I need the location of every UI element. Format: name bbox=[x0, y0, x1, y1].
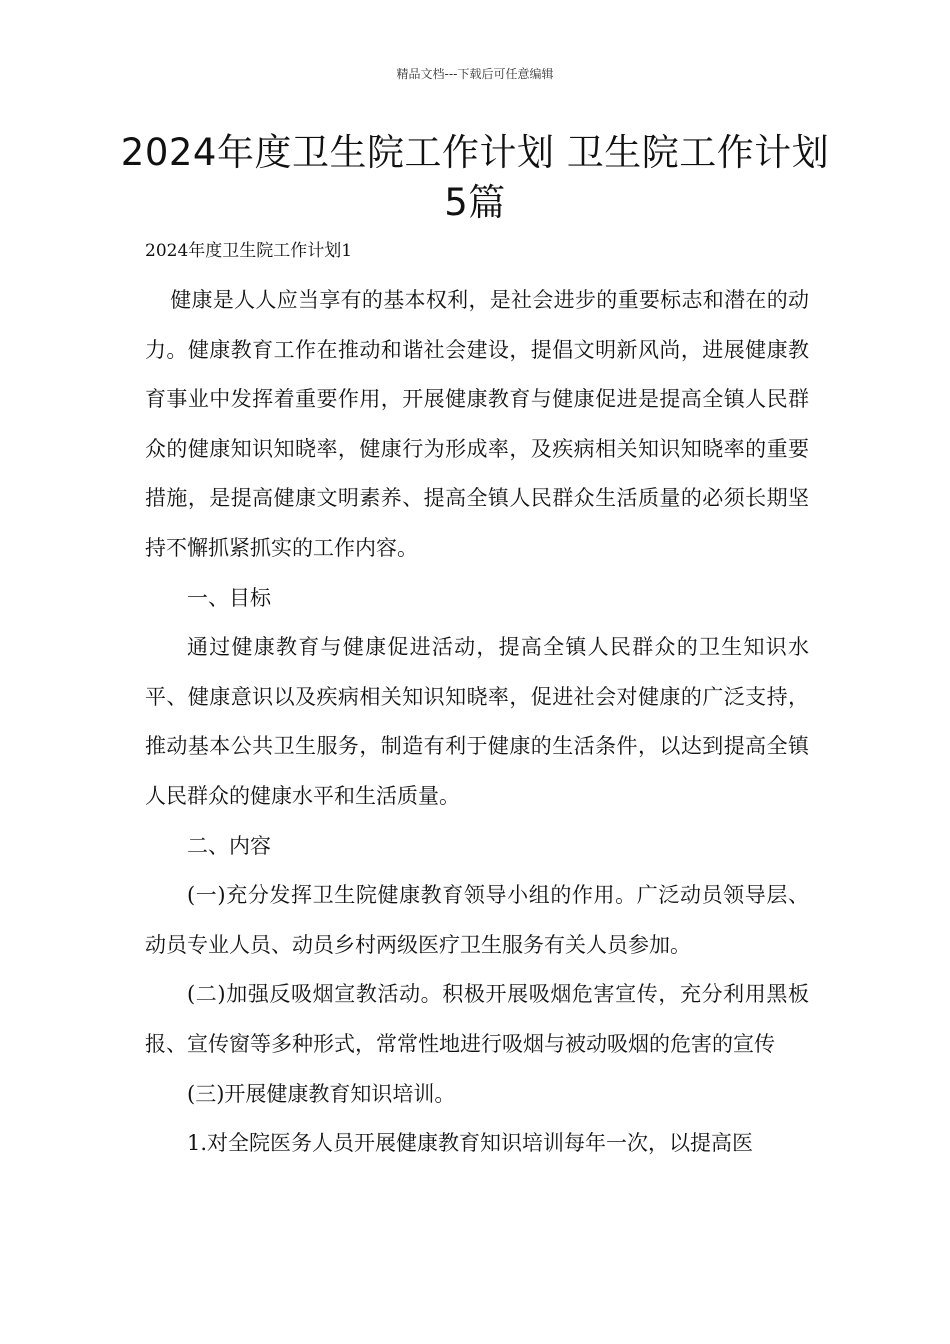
document-subtitle: 2024年度卫生院工作计划1 bbox=[145, 241, 353, 261]
document-body bbox=[145, 276, 809, 1169]
paragraph-goals: 通过健康教育与健康促进活动，提高全镇人民群众的卫生知识水平、健康意识以及疾病相关知识知晓率，促进社会对健康的广泛支持，推动基本公共卫生服务，制造有利于健康的生活条件，以达到提高全镇人民群众的健康水平和生活质量。 bbox=[145, 635, 809, 808]
page-header: 精品文档---下载后可任意编辑 bbox=[396, 67, 554, 81]
paragraph-content-item-3: (三)开展健康教育知识培训。 bbox=[187, 1081, 456, 1106]
paragraph-intro: 健康是人人应当享有的基本权利，是社会进步的重要标志和潜在的动力。健康教育工作在推动和谐社会建设，提倡文明新风尚，进展健康教育事业中发挥着重要作用，开展健康教育与健康促进是提高全镇人民群众的健康知识知晓率，健康行为形成率，及疾病相关知识知晓率的重要措施，是提高健康文明素养、提高全镇人民群众生活质量的必须长期坚持不懈抓紧抓实的工作内容。 bbox=[145, 288, 809, 560]
paragraph-content-item-2: (二)加强反吸烟宣教活动。积极开展吸烟危害宣传，充分利用黑板报、宣传窗等多种形式，常常性地进行吸烟与被动吸烟的危害的宣传 bbox=[145, 982, 809, 1056]
section-heading-content: 二、内容 bbox=[187, 833, 271, 858]
document-title: 2024年度卫生院工作计划 卫生院工作计划5篇 bbox=[120, 131, 830, 224]
section-heading-goals: 一、目标 bbox=[187, 585, 271, 610]
paragraph-training-1: 1.对全院医务人员开展健康教育知识培训每年一次，以提高医 bbox=[187, 1131, 754, 1156]
paragraph-content-item-1: (一)充分发挥卫生院健康教育领导小组的作用。广泛动员领导层、动员专业人员、动员乡村两级医疗卫生服务有关人员参加。 bbox=[145, 883, 809, 957]
